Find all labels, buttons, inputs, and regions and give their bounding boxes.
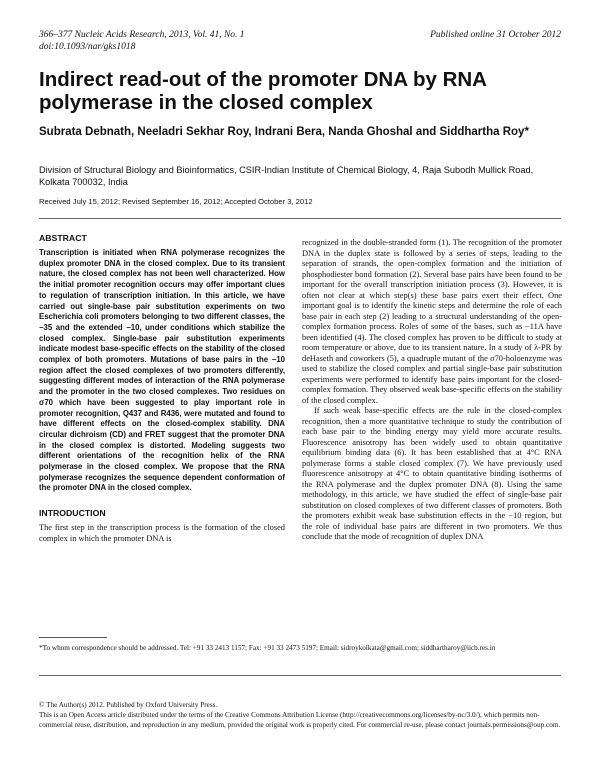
author-list: Subrata Debnath, Neeladri Sekhar Roy, Indrani Bera, Nanda Ghoshal and Siddhartha Roy* <box>39 126 529 138</box>
right-column <box>302 238 562 543</box>
abstract-heading: ABSTRACT <box>39 233 87 243</box>
license-text: This is an Open Access article distributed under the terms of the Creative Commons Attribution License (http://creativecommons.org/licenses/by-nc/3.0/), which permits non-commercial reuse, distribution, and reproduction in any medium, provided the original work is properly cited. For commercial re-use, please contact journals.permissions@oup.com. <box>39 711 561 729</box>
introduction-heading: INTRODUCTION <box>39 508 106 519</box>
header-rule <box>39 218 561 219</box>
introduction-text: The first step in the transcription process is the formation of the closed complex in which the promoter DNA is <box>39 523 285 543</box>
copyright-block <box>39 700 564 730</box>
body-paragraph-1: recognized in the double-stranded form (1). The recognition of the promoter DNA in the duplex state is followed by a series of steps, leading to the separation of strands, the open-complex formation and the initiation of phosphodiester bond formation (2). Several base pairs have been found to be important for the overall transcription initiation process (3). However, it is often not clear at which step(s) these base pairs exert their effect. One important goal is to identify the kinetic steps and determine the role of each base pair in each step (2) leading to a structural understanding of the open-complex formation process. Roles of some of the bases, such as −11A have been identified (4). The closed complex has proven to be difficult to study at room temperature or above, due to its transient nature. In a study of λ-PR by deHaseth and coworkers (5), a quadruple mutant of the σ70-holoenzyme was used to stabilize the closed complex and partial single-base pair substitution experiments were performed to identify base pairs important for the closed-complex formation. They observed weak base-specific effects on the stability of the closed complex. <box>302 238 562 405</box>
correspondence-footnote: *To whom correspondence should be addressed. Tel: +91 33 2413 1157; Fax: +91 33 2473 5197; Email: sidroykolkata@gmail.com; siddhartharoy@iicb.res.in <box>39 644 496 652</box>
left-column <box>39 233 285 544</box>
affiliation: Division of Structural Biology and Bioinformatics, CSIR-Indian Institute of Chemical Biology, 4, Raja Subodh Mullick Road, Kolkata 700032, India <box>39 165 534 187</box>
journal-citation <box>39 29 245 53</box>
received-dates: Received July 15, 2012; Revised September 16, 2012; Accepted October 3, 2012 <box>39 197 313 206</box>
copyright-line: © The Author(s) 2012. Published by Oxford University Press. <box>39 701 218 709</box>
published-date: Published online 31 October 2012 <box>430 30 561 40</box>
footnote-rule <box>39 637 107 638</box>
abstract-text: Transcription is initiated when RNA polymerase recognizes the duplex promoter DNA in the closed complex. Due to its transient nature, the closed complex has not been well characterized. How the initial promoter recognition occurs may offer important clues to regulation of transcription initiation. In this article, we have carried out single-base pair substitution experiments on two Escherichia coli promoters belonging to two different classes, the −35 and the extended −10, under conditions which stabilize the closed complex. Single-base pair substitution experiments indicate modest base-specific effects on the stability of the closed complex of both promoters. Mutations of base pairs in the −10 region affect the closed complexes of two promoters differently, suggesting different modes of interaction of the RNA polymerase and the promoter in the two closed complexes. Two residues on σ70 which have been suggested to play important role in promoter recognition, Q437 and R436, were mutated and found to have different effects on the closed-complex stability. DNA circular dichroism (CD) and FRET suggest that the promoter DNA in the closed complex is distorted. Modeling suggests two different orientations of the recognition helix of the RNA polymerase in the closed complex. We propose that the RNA polymerase recognizes the sequence dependent conformation of the promoter DNA in the closed complex. <box>39 248 285 493</box>
body-paragraph-2: If such weak base-specific effects are the rule in the closed-complex recognition, then a more quantitative technique to study the contribution of each base pair to the binding energy may yield more accurate results. Fluorescence anisotropy has been widely used to obtain quantitative equilibrium binding data (6). It has been established that at 4°C RNA polymerase forms a stable closed complex (7). We have previously used fluorescence anisotropy at 4°C to obtain quantitative binding isotherms of the RNA polymerase and the duplex promoter DNA (8). Using the same methodology, in this article, we have studied the effect of single-base pair substitution on closed complexes of two different classes of promoters. Both the promoters exhibit weak base substitution effects in the −10 region, but the role of individual base pairs are different in two promoters. We thus conclude that the mode of recognition of duplex DNA <box>302 406 562 541</box>
paper-title: Indirect read-out of the promoter DNA by RNA polymerase in the closed complex <box>39 68 487 114</box>
doi-line: doi:10.1093/nar/gks1018 <box>39 42 136 52</box>
copyright-rule <box>39 675 561 676</box>
citation-line: 366–377 Nucleic Acids Research, 2013, Vol. 41, No. 1 <box>39 30 245 40</box>
